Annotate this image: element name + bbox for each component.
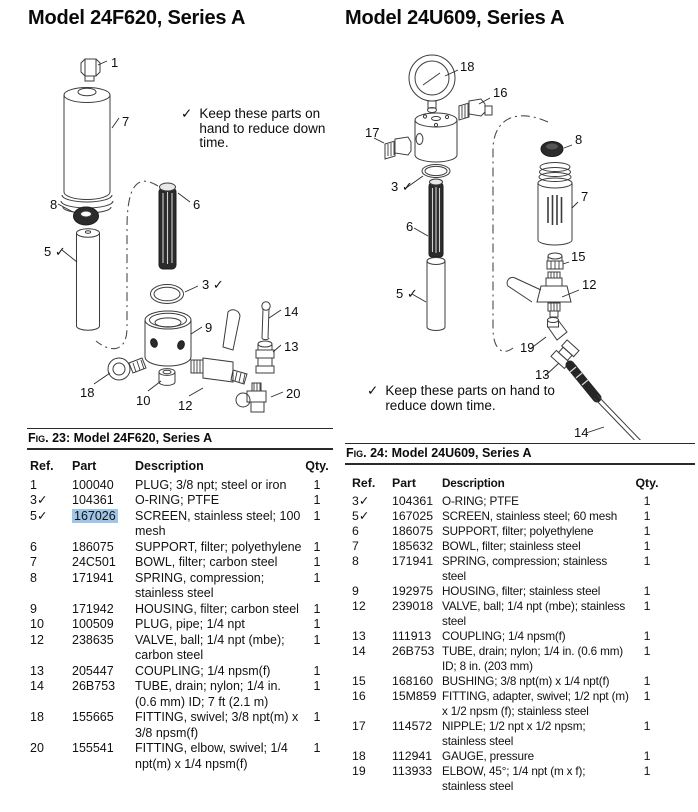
ball-valve-part bbox=[507, 272, 571, 317]
table-row bbox=[30, 710, 334, 741]
cell-ref: 9 bbox=[30, 601, 37, 616]
check-icon: ✓ bbox=[181, 106, 193, 121]
callout-10: 10 bbox=[136, 393, 151, 408]
cell-ref: 12 bbox=[30, 632, 44, 647]
bowl-part bbox=[61, 88, 113, 214]
callout-12: 12 bbox=[178, 398, 193, 413]
cell-desc: HOUSING, filter; carbon steel bbox=[135, 601, 299, 616]
cell-ref: 8 bbox=[30, 570, 37, 585]
callout-6: 6 bbox=[406, 219, 414, 234]
cell-ref: 7 bbox=[30, 555, 37, 569]
gauge-part bbox=[409, 55, 455, 113]
cell-part: 171941 bbox=[72, 570, 114, 585]
cell-qty: 1 bbox=[313, 601, 321, 616]
cell-part: 185632 bbox=[392, 539, 434, 553]
header-ref: Ref. bbox=[30, 459, 54, 473]
cell-part: 104361 bbox=[72, 493, 114, 507]
header-part: Part bbox=[392, 476, 416, 490]
cell-desc: O-RING; PTFE bbox=[135, 493, 220, 507]
callout-18: 18 bbox=[80, 385, 95, 400]
callout-3: 3 ✓ bbox=[202, 277, 224, 292]
callout-12: 12 bbox=[582, 277, 597, 292]
cell-ref: 3✓ bbox=[352, 494, 370, 508]
screen-part bbox=[77, 229, 100, 330]
table-row bbox=[352, 524, 694, 539]
elbow45-part bbox=[548, 318, 568, 341]
callout-5: 5 ✓ bbox=[44, 244, 66, 259]
table-row bbox=[352, 764, 694, 794]
left-figure-caption bbox=[27, 428, 333, 450]
cell-part: 104361 bbox=[392, 494, 434, 508]
oring-part bbox=[151, 285, 184, 304]
cell-desc: PLUG; 3/8 npt; steel or iron bbox=[135, 477, 287, 492]
callout-17: 17 bbox=[365, 125, 380, 140]
cell-ref: 18 bbox=[352, 749, 366, 763]
table-row bbox=[30, 602, 334, 618]
cell-part: 186075 bbox=[72, 539, 114, 554]
cell-qty: 1 bbox=[313, 539, 321, 554]
spring-part bbox=[74, 207, 99, 225]
left-keep-parts-note bbox=[181, 107, 331, 151]
right-keep-parts-note bbox=[367, 383, 582, 413]
callout-18: 18 bbox=[460, 59, 475, 74]
cell-desc: VALVE, ball; 1/4 npt (mbe); stainless steel bbox=[442, 600, 626, 628]
cell-desc: COUPLING; 1/4 npsm(f) bbox=[135, 663, 271, 678]
table-row bbox=[30, 478, 334, 494]
left-parts-table bbox=[30, 459, 334, 772]
spring-part bbox=[541, 142, 563, 157]
cell-desc: BOWL, filter; carbon steel bbox=[135, 555, 278, 569]
cell-part: 167025 bbox=[392, 509, 434, 523]
cell-part: 26B753 bbox=[72, 679, 116, 693]
cell-ref: 19 bbox=[352, 764, 366, 778]
coupling-part bbox=[256, 341, 274, 373]
cell-desc: GAUGE, pressure bbox=[442, 750, 534, 763]
right-parts-table bbox=[352, 476, 694, 794]
cell-ref: 6 bbox=[352, 524, 359, 538]
cell-part: 100040 bbox=[72, 477, 114, 492]
callout-1: 1 bbox=[111, 55, 119, 70]
cell-desc: SUPPORT, filter; polyethylene bbox=[135, 539, 302, 554]
cell-desc: FITTING, swivel; 3/8 npt(m) x 3/8 npsm(f) bbox=[135, 710, 299, 740]
figure-title: Model 24U609, Series A bbox=[391, 446, 532, 460]
adapter-fitting-part bbox=[459, 99, 492, 120]
cell-desc: FITTING, elbow, swivel; 1/4 npt(m) x 1/4 npsm(f) bbox=[135, 741, 288, 771]
cell-desc: TUBE, drain; nylon; 1/4 in. (0.6 mm) ID; 7 ft (2.1 m) bbox=[135, 679, 281, 709]
cell-part: 186075 bbox=[392, 524, 434, 538]
cell-part: 114572 bbox=[392, 719, 433, 733]
cell-desc: PLUG, pipe; 1/4 npt bbox=[135, 617, 245, 631]
cell-desc: VALVE, ball; 1/4 npt (mbe); carbon steel bbox=[135, 632, 285, 662]
elbow-fitting-part bbox=[236, 383, 266, 412]
cell-qty: 1 bbox=[313, 493, 321, 507]
cell-qty: 1 bbox=[643, 599, 651, 613]
cell-desc: TUBE, drain; nylon; 1/4 in. (0.6 mm) ID; 8 in. (203 mm) bbox=[442, 645, 624, 673]
nipple-part bbox=[385, 137, 411, 159]
cell-part: 111913 bbox=[392, 629, 432, 643]
cell-part bbox=[72, 509, 135, 540]
cell-part: 168160 bbox=[392, 674, 434, 688]
table-row bbox=[352, 554, 694, 584]
cell-part: 192975 bbox=[392, 584, 434, 598]
plug-part bbox=[81, 59, 100, 81]
cell-desc: SCREEN, stainless steel; 100 mesh bbox=[135, 508, 301, 538]
header-part: Part bbox=[72, 459, 97, 473]
header-description: Description bbox=[135, 459, 204, 473]
cell-desc: SPRING, compression; stainless steel bbox=[135, 570, 265, 600]
callout-9: 9 bbox=[205, 320, 213, 335]
cell-part: 15M859 bbox=[392, 689, 437, 703]
callout-20: 20 bbox=[286, 386, 301, 401]
table-row bbox=[30, 571, 334, 602]
cell-ref: 16 bbox=[352, 689, 366, 703]
table-row bbox=[30, 617, 334, 633]
cell-qty: 1 bbox=[643, 689, 651, 703]
pipe-plug-part bbox=[159, 369, 175, 386]
callout-8: 8 bbox=[50, 197, 58, 212]
cell-ref: 12 bbox=[352, 599, 366, 613]
cell-part: 239018 bbox=[392, 599, 434, 613]
callout-16: 16 bbox=[493, 85, 508, 100]
cell-ref: 10 bbox=[30, 617, 44, 631]
leader-lines bbox=[374, 70, 604, 433]
callout-14: 14 bbox=[574, 425, 589, 440]
cell-part: 100509 bbox=[72, 617, 114, 631]
table-row bbox=[30, 664, 334, 680]
figure-title: Model 24F620, Series A bbox=[73, 431, 213, 445]
cell-desc: SUPPORT, filter; polyethylene bbox=[442, 525, 594, 538]
cell-desc: NIPPLE; 1/2 npt x 1/2 npsm; stainless steel bbox=[442, 720, 586, 748]
cell-qty: 1 bbox=[313, 477, 321, 492]
figure-number: Fig. 23: bbox=[28, 431, 71, 445]
cell-qty: 1 bbox=[643, 629, 651, 643]
cell-qty: 1 bbox=[313, 710, 321, 724]
assembly-axis-line bbox=[493, 116, 548, 352]
cell-part: 24C501 bbox=[72, 555, 116, 569]
cell-ref: 5✓ bbox=[30, 508, 48, 523]
housing-part bbox=[145, 311, 191, 366]
table-row bbox=[352, 644, 694, 674]
cell-part: 171941 bbox=[392, 554, 434, 568]
cell-ref: 17 bbox=[352, 719, 366, 733]
cell-desc: O-RING; PTFE bbox=[442, 495, 519, 508]
note-text: Keep these parts on hand to reduce down time. bbox=[385, 383, 555, 413]
drain-tube-part bbox=[262, 302, 270, 340]
cell-ref: 6 bbox=[30, 539, 37, 554]
cell-qty: 1 bbox=[643, 749, 651, 763]
cell-part: 112941 bbox=[392, 749, 433, 763]
support-part bbox=[429, 179, 443, 257]
table-row bbox=[352, 719, 694, 749]
cell-qty: 1 bbox=[643, 644, 651, 658]
table-row bbox=[30, 679, 334, 710]
cell-part: 113933 bbox=[392, 764, 433, 778]
cell-desc: HOUSING, filter; stainless steel bbox=[442, 585, 601, 598]
cell-qty: 1 bbox=[313, 508, 321, 523]
callout-19: 19 bbox=[520, 340, 535, 355]
cell-qty: 1 bbox=[643, 719, 651, 733]
cell-qty: 1 bbox=[643, 764, 651, 778]
cell-ref: 13 bbox=[30, 663, 44, 678]
figure-number: Fig. 24: bbox=[346, 446, 389, 460]
cell-desc: BOWL, filter; stainless steel bbox=[442, 540, 581, 553]
callout-7: 7 bbox=[581, 189, 589, 204]
cell-ref: 18 bbox=[30, 710, 44, 724]
cell-desc: SPRING, compression; stainless steel bbox=[442, 555, 608, 583]
table-header bbox=[352, 476, 694, 491]
cell-ref: 9 bbox=[352, 584, 359, 598]
table-row bbox=[352, 689, 694, 719]
table-row bbox=[30, 633, 334, 664]
callout-6: 6 bbox=[193, 197, 201, 212]
cell-desc: BUSHING; 3/8 npt(m) x 1/4 npt(f) bbox=[442, 675, 610, 688]
cell-part: 171942 bbox=[72, 601, 114, 616]
screen-part bbox=[427, 258, 445, 331]
support-part bbox=[159, 183, 176, 269]
callout-5: 5 ✓ bbox=[396, 286, 418, 301]
callout-13: 13 bbox=[284, 339, 299, 354]
table-row bbox=[352, 539, 694, 554]
table-row bbox=[352, 494, 694, 509]
oring-part bbox=[422, 165, 450, 178]
callout-3: 3 ✓ bbox=[391, 179, 413, 194]
header-qty: Qty. bbox=[305, 459, 329, 473]
cell-part: 155541 bbox=[72, 741, 114, 755]
ball-valve-part bbox=[191, 310, 247, 384]
callout-15: 15 bbox=[571, 249, 586, 264]
callout-14: 14 bbox=[284, 304, 299, 319]
table-row bbox=[30, 741, 334, 772]
cell-qty: 1 bbox=[313, 741, 321, 755]
table-row bbox=[30, 493, 334, 509]
cell-ref: 15 bbox=[352, 674, 366, 688]
header-qty: Qty. bbox=[635, 476, 659, 490]
cell-qty: 1 bbox=[313, 632, 321, 647]
cell-qty: 1 bbox=[313, 679, 321, 693]
table-row bbox=[30, 555, 334, 571]
right-exploded-diagram bbox=[345, 40, 698, 440]
cell-ref: 1 bbox=[30, 477, 37, 492]
check-icon: ✓ bbox=[367, 383, 379, 398]
right-model-title: Model 24U609, Series A bbox=[345, 7, 565, 29]
header-description: Description bbox=[442, 477, 505, 490]
cell-qty: 1 bbox=[643, 554, 651, 568]
table-row bbox=[30, 509, 334, 540]
cell-ref: 14 bbox=[352, 644, 366, 658]
right-figure-caption bbox=[345, 443, 695, 465]
left-exploded-diagram bbox=[0, 42, 345, 427]
cell-qty: 1 bbox=[313, 617, 321, 631]
cell-desc: ELBOW, 45°; 1/4 npt (m x f); stainless steel bbox=[442, 765, 586, 793]
table-row bbox=[30, 540, 334, 556]
cell-ref: 8 bbox=[352, 554, 359, 568]
cell-qty: 1 bbox=[643, 509, 651, 523]
housing-part bbox=[415, 113, 457, 162]
cell-qty: 1 bbox=[313, 555, 321, 569]
cell-desc: FITTING, adapter, swivel; 1/2 npt (m) x 1/2 npsm (f); stainless steel bbox=[442, 690, 629, 718]
cell-ref: 13 bbox=[352, 629, 366, 643]
swivel-fitting-part bbox=[108, 358, 146, 380]
cell-ref: 3✓ bbox=[30, 493, 48, 507]
cell-qty: 1 bbox=[643, 584, 651, 598]
table-row bbox=[352, 629, 694, 644]
coupling-part bbox=[551, 339, 580, 368]
cell-ref: 20 bbox=[30, 741, 44, 755]
callout-8: 8 bbox=[575, 132, 583, 147]
header-ref: Ref. bbox=[352, 476, 376, 490]
cell-part: 26B753 bbox=[392, 644, 435, 658]
cell-desc: COUPLING; 1/4 npsm(f) bbox=[442, 630, 566, 643]
callout-7: 7 bbox=[122, 114, 130, 129]
callout-13: 13 bbox=[535, 367, 550, 382]
cell-ref: 7 bbox=[352, 539, 359, 553]
table-row bbox=[352, 674, 694, 689]
cell-qty: 1 bbox=[643, 674, 651, 688]
cell-qty: 1 bbox=[643, 524, 651, 538]
table-row bbox=[352, 509, 694, 524]
highlighted-part-number: 167026 bbox=[74, 508, 116, 523]
cell-part: 155665 bbox=[72, 710, 114, 724]
cell-qty: 1 bbox=[313, 663, 321, 678]
note-text: Keep these parts on hand to reduce down time. bbox=[199, 106, 326, 150]
cell-ref: 5✓ bbox=[352, 509, 370, 523]
cell-part: 238635 bbox=[72, 632, 114, 647]
cell-qty: 1 bbox=[643, 539, 651, 553]
table-row bbox=[352, 749, 694, 764]
table-row bbox=[352, 584, 694, 599]
cell-qty: 1 bbox=[643, 494, 651, 508]
bushing-part bbox=[547, 253, 563, 269]
cell-desc: SCREEN, stainless steel; 60 mesh bbox=[442, 510, 618, 523]
table-row bbox=[352, 599, 694, 629]
left-model-title: Model 24F620, Series A bbox=[28, 7, 246, 29]
cell-part: 205447 bbox=[72, 663, 114, 678]
table-header bbox=[30, 459, 334, 475]
cell-qty: 1 bbox=[313, 570, 321, 585]
bowl-part bbox=[538, 163, 572, 246]
cell-ref: 14 bbox=[30, 679, 44, 693]
